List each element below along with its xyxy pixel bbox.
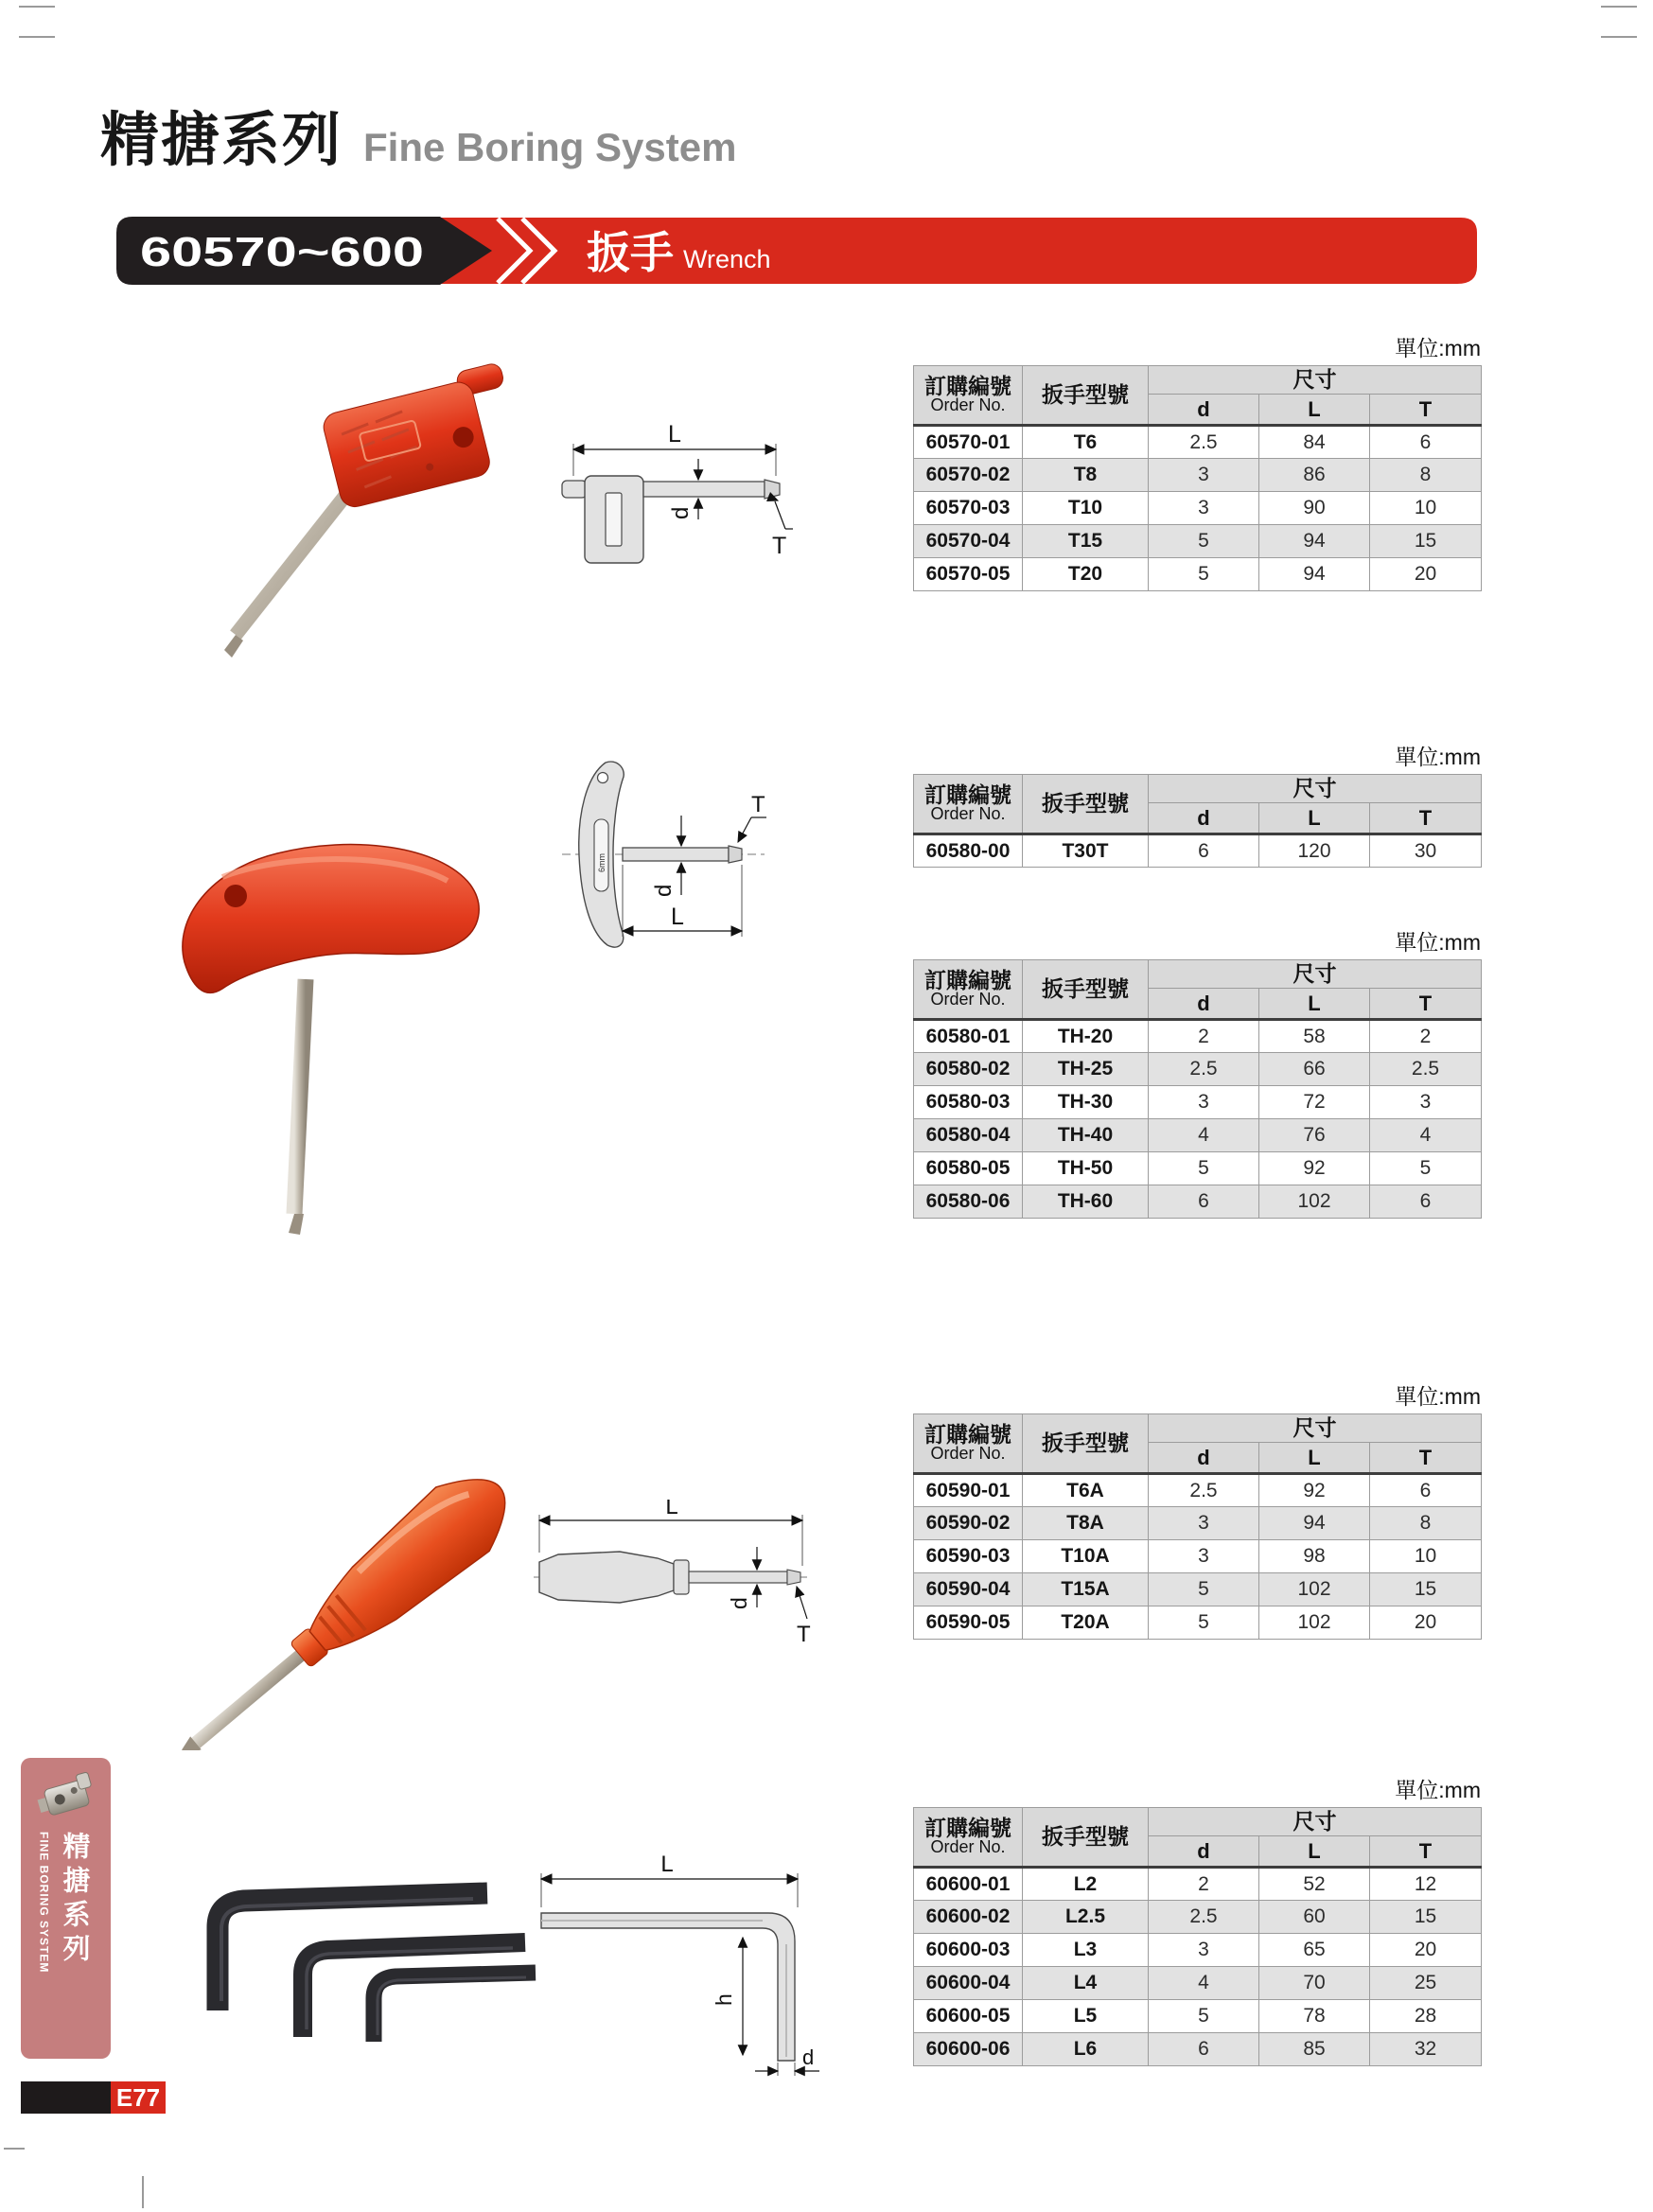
model-cell: L2 bbox=[1023, 1868, 1149, 1901]
table-row bbox=[914, 1020, 1482, 1053]
footer-bar bbox=[21, 2081, 111, 2114]
col-header-order: 訂購編號 Order No. bbox=[914, 1808, 1023, 1868]
unit-label: 單位:mm bbox=[1395, 1778, 1481, 1802]
dim-cell: 12 bbox=[1370, 1868, 1482, 1901]
dim-cell: 15 bbox=[1370, 1901, 1482, 1934]
dim-cell: 72 bbox=[1259, 1086, 1370, 1119]
dim-cell: 25 bbox=[1370, 1967, 1482, 2000]
dim-cell: 8 bbox=[1370, 1507, 1482, 1540]
table-row bbox=[914, 1573, 1482, 1606]
model-cell: T20 bbox=[1023, 558, 1149, 591]
col-header-model: 扳手型號 bbox=[1023, 1414, 1149, 1474]
order-no-cell: 60600-05 bbox=[914, 2000, 1023, 2033]
series-name-zh: 精搪系列 bbox=[59, 1832, 90, 1968]
order-no-cell: 60580-02 bbox=[914, 1053, 1023, 1086]
col-header-order: 訂購編號 Order No. bbox=[914, 366, 1023, 426]
dim-cell: 2 bbox=[1149, 1020, 1259, 1053]
model-cell: L6 bbox=[1023, 2033, 1149, 2066]
crop-mark bbox=[142, 2176, 144, 2208]
col-header-T: T bbox=[1370, 395, 1482, 426]
table-row bbox=[914, 1606, 1482, 1640]
col-header-T: T bbox=[1370, 989, 1482, 1020]
dim-cell: 94 bbox=[1259, 558, 1370, 591]
model-cell: T10A bbox=[1023, 1540, 1149, 1573]
table-row bbox=[914, 1474, 1482, 1507]
dim-cell: 6 bbox=[1149, 2033, 1259, 2066]
order-no-cell: 60590-05 bbox=[914, 1606, 1023, 1640]
dim-cell: 94 bbox=[1259, 1507, 1370, 1540]
dim-cell: 2.5 bbox=[1149, 1053, 1259, 1086]
banner-product-zh: 扳手 bbox=[587, 228, 674, 277]
dim-cell: 92 bbox=[1259, 1474, 1370, 1507]
dim-label-L: L bbox=[660, 1854, 674, 1877]
crop-mark bbox=[1601, 36, 1637, 38]
dim-cell: 5 bbox=[1149, 2000, 1259, 2033]
col-header-dims: 尺寸 bbox=[1149, 775, 1482, 803]
dim-cell: 85 bbox=[1259, 2033, 1370, 2066]
col-header-dims: 尺寸 bbox=[1149, 1808, 1482, 1836]
dim-cell: 2.5 bbox=[1149, 1474, 1259, 1507]
table-row bbox=[914, 525, 1482, 558]
order-no-cell: 60590-04 bbox=[914, 1573, 1023, 1606]
dim-cell: 5 bbox=[1149, 1152, 1259, 1185]
col-header-T: T bbox=[1370, 1443, 1482, 1474]
page-number-badge bbox=[111, 2081, 166, 2114]
order-no-cell: 60570-04 bbox=[914, 525, 1023, 558]
model-cell: T8 bbox=[1023, 459, 1149, 492]
torx-tip bbox=[289, 1214, 304, 1235]
table-row bbox=[914, 426, 1482, 459]
dim-cell: 3 bbox=[1149, 459, 1259, 492]
hex-key-medium bbox=[303, 1942, 525, 2037]
dim-cell: 8 bbox=[1370, 459, 1482, 492]
dim-cell: 58 bbox=[1259, 1020, 1370, 1053]
section-banner bbox=[114, 216, 1481, 286]
dim-cell: 4 bbox=[1149, 1119, 1259, 1152]
col-header-d: d bbox=[1149, 395, 1259, 426]
col-header-model: 扳手型號 bbox=[1023, 775, 1149, 834]
dim-label-T: T bbox=[797, 1622, 811, 1647]
dim-cell: 2.5 bbox=[1370, 1053, 1482, 1086]
table-row bbox=[914, 2033, 1482, 2066]
crop-mark bbox=[19, 36, 55, 38]
table-row bbox=[914, 834, 1482, 868]
dim-cell: 2.5 bbox=[1149, 426, 1259, 459]
dim-cell: 60 bbox=[1259, 1901, 1370, 1934]
dim-cell: 5 bbox=[1370, 1152, 1482, 1185]
dim-cell: 5 bbox=[1149, 1606, 1259, 1640]
model-cell: TH-50 bbox=[1023, 1152, 1149, 1185]
flag-wrench-drawing bbox=[556, 421, 793, 601]
model-cell: TH-40 bbox=[1023, 1119, 1149, 1152]
model-cell: T10 bbox=[1023, 492, 1149, 525]
dim-cell: 3 bbox=[1370, 1086, 1482, 1119]
dim-cell: 5 bbox=[1149, 525, 1259, 558]
dim-cell: 102 bbox=[1259, 1606, 1370, 1640]
model-cell: T8A bbox=[1023, 1507, 1149, 1540]
spec-table-60580 bbox=[913, 959, 1482, 1219]
dim-cell: 94 bbox=[1259, 525, 1370, 558]
banner-graphic bbox=[114, 216, 1481, 286]
model-cell: L2.5 bbox=[1023, 1901, 1149, 1934]
table-row bbox=[914, 1901, 1482, 1934]
dim-cell: 86 bbox=[1259, 459, 1370, 492]
page-title-en: Fine Boring System bbox=[363, 125, 737, 169]
unit-label: 單位:mm bbox=[1395, 1384, 1481, 1409]
dim-cell: 52 bbox=[1259, 1868, 1370, 1901]
spec-table-60600 bbox=[913, 1807, 1482, 2066]
dim-cell: 15 bbox=[1370, 1573, 1482, 1606]
order-no-cell: 60580-04 bbox=[914, 1119, 1023, 1152]
table-row bbox=[914, 1507, 1482, 1540]
dim-cell: 4 bbox=[1370, 1119, 1482, 1152]
dim-label-h: h bbox=[712, 1993, 736, 2006]
page-title-zh: 精搪系列 bbox=[100, 108, 343, 173]
model-cell: TH-60 bbox=[1023, 1185, 1149, 1219]
order-no-cell: 60580-06 bbox=[914, 1185, 1023, 1219]
t-handle-wrench-photo bbox=[156, 828, 497, 1258]
series-side-text bbox=[38, 1832, 95, 1973]
col-header-order: 訂購編號 Order No. bbox=[914, 775, 1023, 834]
dim-cell: 10 bbox=[1370, 492, 1482, 525]
page-number: E77 bbox=[115, 2082, 161, 2112]
dim-cell: 3 bbox=[1149, 1540, 1259, 1573]
model-cell: TH-25 bbox=[1023, 1053, 1149, 1086]
wrench-shaft bbox=[294, 979, 306, 1214]
dim-cell: 20 bbox=[1370, 558, 1482, 591]
col-header-L: L bbox=[1259, 803, 1370, 834]
table-row bbox=[914, 1119, 1482, 1152]
table-row bbox=[914, 558, 1482, 591]
dim-label-L: L bbox=[665, 1500, 678, 1519]
t-handle-grip bbox=[183, 845, 479, 993]
col-header-model: 扳手型號 bbox=[1023, 1808, 1149, 1868]
table-row bbox=[914, 1053, 1482, 1086]
col-header-dims: 尺寸 bbox=[1149, 1414, 1482, 1443]
col-header-L: L bbox=[1259, 395, 1370, 426]
col-header-T: T bbox=[1370, 803, 1482, 834]
dim-cell: 6 bbox=[1149, 834, 1259, 868]
hex-key-drawing bbox=[530, 1854, 823, 2091]
dim-cell: 6 bbox=[1370, 1474, 1482, 1507]
spec-table-60590 bbox=[913, 1413, 1482, 1640]
dim-cell: 10 bbox=[1370, 1540, 1482, 1573]
model-cell: T6 bbox=[1023, 426, 1149, 459]
col-header-order: 訂購編號 Order No. bbox=[914, 1414, 1023, 1474]
order-no-cell: 60570-05 bbox=[914, 558, 1023, 591]
table-row bbox=[914, 1934, 1482, 1967]
wrench-shaft bbox=[191, 1646, 308, 1747]
order-no-cell: 60580-05 bbox=[914, 1152, 1023, 1185]
dim-cell: 20 bbox=[1370, 1606, 1482, 1640]
dim-cell: 90 bbox=[1259, 492, 1370, 525]
order-no-cell: 60590-03 bbox=[914, 1540, 1023, 1573]
dim-cell: 70 bbox=[1259, 1967, 1370, 2000]
col-header-T: T bbox=[1370, 1836, 1482, 1868]
handle-marking: 6mm bbox=[597, 853, 607, 872]
model-cell: TH-20 bbox=[1023, 1020, 1149, 1053]
col-header-model: 扳手型號 bbox=[1023, 960, 1149, 1020]
dim-cell: 5 bbox=[1149, 1573, 1259, 1606]
order-no-cell: 60580-00 bbox=[914, 834, 1023, 868]
model-cell: L3 bbox=[1023, 1934, 1149, 1967]
model-cell: T15 bbox=[1023, 525, 1149, 558]
dim-label-d: d bbox=[727, 1597, 751, 1609]
col-header-order: 訂購編號 Order No. bbox=[914, 960, 1023, 1020]
table-row bbox=[914, 1086, 1482, 1119]
banner-product-en: Wrench bbox=[683, 245, 771, 273]
dim-cell: 3 bbox=[1149, 1086, 1259, 1119]
col-header-d: d bbox=[1149, 1836, 1259, 1868]
order-no-cell: 60570-03 bbox=[914, 492, 1023, 525]
dim-cell: 30 bbox=[1370, 834, 1482, 868]
unit-label: 單位:mm bbox=[1395, 930, 1481, 955]
col-header-model: 扳手型號 bbox=[1023, 366, 1149, 426]
dim-cell: 4 bbox=[1149, 1967, 1259, 2000]
page-title bbox=[100, 108, 737, 173]
flag-wrench-photo bbox=[137, 336, 535, 700]
series-name-en: FINE BORING SYSTEM bbox=[37, 1832, 51, 1974]
order-no-cell: 60600-04 bbox=[914, 1967, 1023, 2000]
dim-label-d: d bbox=[668, 506, 694, 519]
series-side-tab bbox=[21, 1758, 111, 2059]
dim-label-d: d bbox=[651, 884, 677, 897]
order-no-cell: 60600-02 bbox=[914, 1901, 1023, 1934]
col-header-d: d bbox=[1149, 989, 1259, 1020]
col-header-L: L bbox=[1259, 1836, 1370, 1868]
model-cell: L5 bbox=[1023, 2000, 1149, 2033]
dim-label-d: d bbox=[802, 2045, 815, 2069]
hex-key-photo bbox=[161, 1869, 539, 2048]
dim-cell: 20 bbox=[1370, 1934, 1482, 1967]
dim-cell: 2 bbox=[1149, 1868, 1259, 1901]
dim-cell: 5 bbox=[1149, 558, 1259, 591]
dim-cell: 6 bbox=[1149, 1185, 1259, 1219]
dim-cell: 92 bbox=[1259, 1152, 1370, 1185]
order-no-cell: 60590-02 bbox=[914, 1507, 1023, 1540]
dim-cell: 3 bbox=[1149, 492, 1259, 525]
dim-cell: 6 bbox=[1370, 426, 1482, 459]
model-cell: TH-30 bbox=[1023, 1086, 1149, 1119]
order-no-cell: 60600-01 bbox=[914, 1868, 1023, 1901]
table-row bbox=[914, 1185, 1482, 1219]
table-row bbox=[914, 1868, 1482, 1901]
dim-cell: 78 bbox=[1259, 2000, 1370, 2033]
model-cell: T20A bbox=[1023, 1606, 1149, 1640]
spec-table-60580-single bbox=[913, 774, 1482, 868]
dim-label-T: T bbox=[751, 792, 765, 817]
driver-wrench-photo bbox=[147, 1372, 544, 1755]
dim-cell: 15 bbox=[1370, 525, 1482, 558]
order-no-cell: 60600-03 bbox=[914, 1934, 1023, 1967]
hex-key-small bbox=[374, 1973, 536, 2042]
crop-mark bbox=[19, 6, 55, 8]
hang-hole bbox=[224, 885, 247, 907]
model-cell: T30T bbox=[1023, 834, 1149, 868]
table-row bbox=[914, 1967, 1482, 2000]
table-row bbox=[914, 1152, 1482, 1185]
dim-cell: 120 bbox=[1259, 834, 1370, 868]
t-handle-drawing bbox=[549, 757, 771, 960]
dim-cell: 2 bbox=[1370, 1020, 1482, 1053]
model-cell: T15A bbox=[1023, 1573, 1149, 1606]
dim-cell: 3 bbox=[1149, 1507, 1259, 1540]
order-no-cell: 60570-01 bbox=[914, 426, 1023, 459]
dim-cell: 102 bbox=[1259, 1573, 1370, 1606]
order-no-cell: 60580-01 bbox=[914, 1020, 1023, 1053]
dim-cell: 2.5 bbox=[1149, 1901, 1259, 1934]
col-header-L: L bbox=[1259, 989, 1370, 1020]
dim-cell: 98 bbox=[1259, 1540, 1370, 1573]
table-row bbox=[914, 459, 1482, 492]
col-header-L: L bbox=[1259, 1443, 1370, 1474]
banner-red-bar bbox=[426, 218, 1477, 284]
col-header-dims: 尺寸 bbox=[1149, 366, 1482, 395]
dim-cell: 76 bbox=[1259, 1119, 1370, 1152]
order-no-cell: 60590-01 bbox=[914, 1474, 1023, 1507]
dim-cell: 66 bbox=[1259, 1053, 1370, 1086]
spec-table-60570 bbox=[913, 365, 1482, 591]
dim-label-L: L bbox=[668, 421, 681, 448]
dim-label-L: L bbox=[671, 904, 684, 930]
l-key-outline bbox=[541, 1913, 795, 2061]
table-row bbox=[914, 1540, 1482, 1573]
dim-cell: 3 bbox=[1149, 1934, 1259, 1967]
flag-handle bbox=[318, 362, 524, 510]
crop-mark bbox=[1601, 6, 1637, 8]
driver-body bbox=[157, 1456, 527, 1750]
dim-cell: 102 bbox=[1259, 1185, 1370, 1219]
dim-cell: 32 bbox=[1370, 2033, 1482, 2066]
model-cell: L4 bbox=[1023, 1967, 1149, 2000]
driver-wrench-drawing bbox=[530, 1500, 814, 1665]
dim-cell: 65 bbox=[1259, 1934, 1370, 1967]
table-row bbox=[914, 2000, 1482, 2033]
model-cell: T6A bbox=[1023, 1474, 1149, 1507]
col-header-d: d bbox=[1149, 1443, 1259, 1474]
unit-label: 單位:mm bbox=[1395, 336, 1481, 360]
boring-head-thumbnail bbox=[32, 1767, 100, 1828]
dim-cell: 84 bbox=[1259, 426, 1370, 459]
col-header-d: d bbox=[1149, 803, 1259, 834]
order-no-cell: 60580-03 bbox=[914, 1086, 1023, 1119]
unit-label: 單位:mm bbox=[1395, 745, 1481, 769]
banner-code-range: 60570~600 bbox=[140, 229, 424, 275]
table-row bbox=[914, 492, 1482, 525]
dim-label-T: T bbox=[772, 533, 787, 559]
col-header-dims: 尺寸 bbox=[1149, 960, 1482, 989]
crop-mark bbox=[4, 2148, 25, 2150]
dim-cell: 28 bbox=[1370, 2000, 1482, 2033]
dim-cell: 6 bbox=[1370, 1185, 1482, 1219]
order-no-cell: 60600-06 bbox=[914, 2033, 1023, 2066]
order-no-cell: 60570-02 bbox=[914, 459, 1023, 492]
